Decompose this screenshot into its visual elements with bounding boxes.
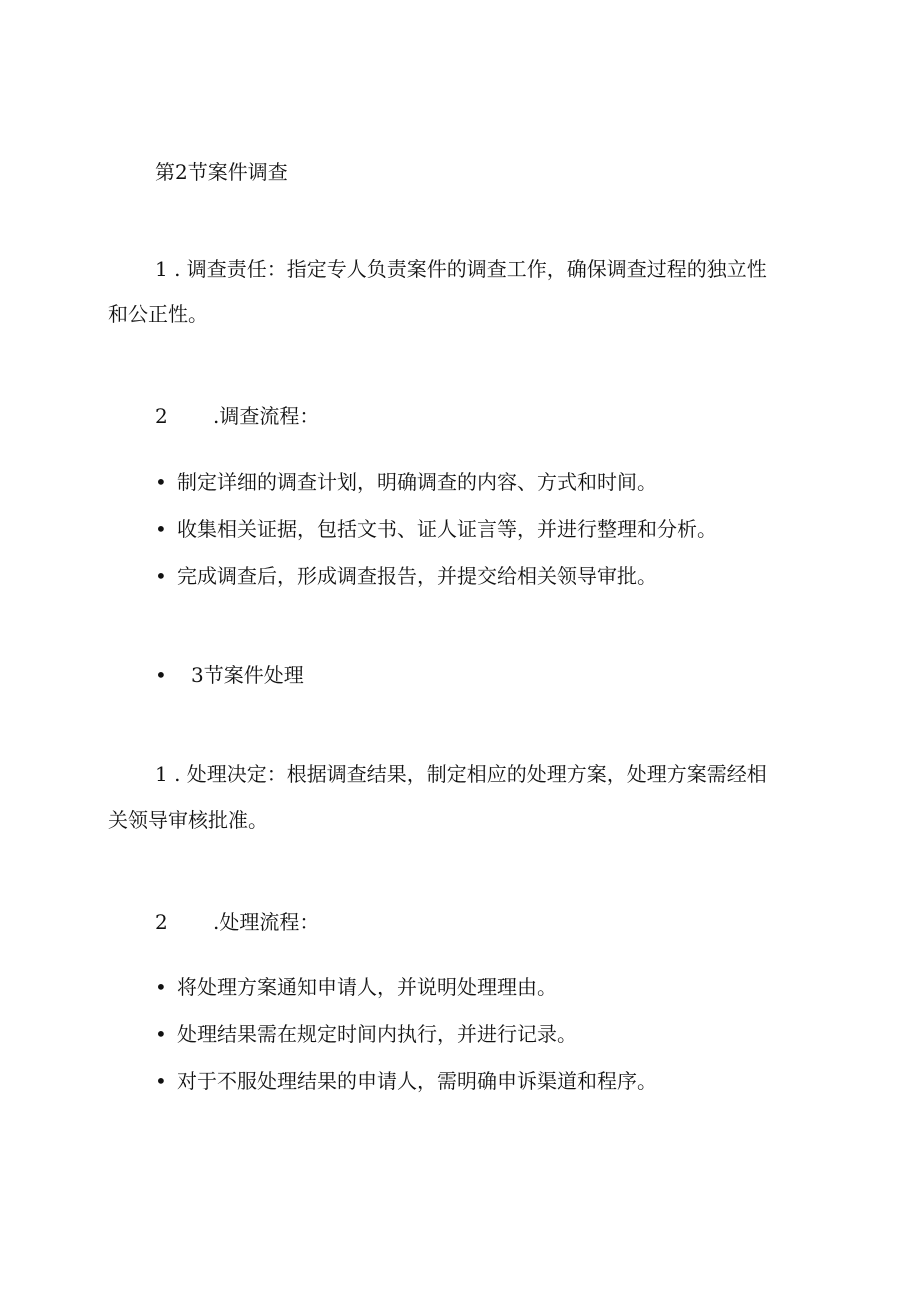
section-3-item-2-number: 2 (155, 910, 168, 934)
list-item (155, 472, 657, 492)
section-3-item-1-line-2: 关领导审核批准。 (108, 808, 268, 832)
list-item (155, 1071, 657, 1091)
list-item-text: 将处理方案通知申请人，并说明处理理由。 (177, 975, 557, 999)
list-item-text: 对于不服处理结果的申请人，需明确申诉渠道和程序。 (177, 1069, 657, 1093)
bullet-icon: • (155, 663, 167, 687)
bullet-icon: • (155, 975, 167, 999)
bullet-icon: • (155, 1022, 167, 1046)
section-2-item-2-label: .调查流程： (213, 404, 320, 428)
section-2-item-1-line-2: 和公正性。 (108, 302, 208, 326)
section-3-heading (155, 665, 304, 685)
list-item-text: 制定详细的调查计划，明确调查的内容、方式和时间。 (177, 470, 657, 494)
section-2-title: 第2节案件调查 (155, 160, 288, 184)
bullet-icon: • (155, 470, 167, 494)
list-item-text: 处理结果需在规定时间内执行，并进行记录。 (177, 1022, 577, 1046)
section-3-item-2-label: .处理流程： (213, 910, 320, 934)
bullet-icon: • (155, 564, 167, 588)
list-item (155, 519, 717, 539)
section-2-item-2-heading (155, 406, 319, 426)
section-3-title: 3节案件处理 (191, 663, 304, 687)
list-item (155, 566, 657, 586)
list-item-text: 完成调查后，形成调查报告，并提交给相关领导审批。 (177, 564, 657, 588)
list-item (155, 977, 557, 997)
section-3-item-2-heading (155, 912, 319, 932)
bullet-icon: • (155, 1069, 167, 1093)
section-2-item-1-line-1: 1 . 调查责任：指定专人负责案件的调查工作，确保调查过程的独立性 (155, 257, 767, 281)
list-item (155, 1024, 577, 1044)
list-item-text: 收集相关证据，包括文书、证人证言等，并进行整理和分析。 (177, 517, 717, 541)
section-2-item-2-number: 2 (155, 404, 168, 428)
section-3-item-1-line-1: 1 . 处理决定：根据调查结果，制定相应的处理方案，处理方案需经相 (155, 762, 767, 786)
bullet-icon: • (155, 517, 167, 541)
